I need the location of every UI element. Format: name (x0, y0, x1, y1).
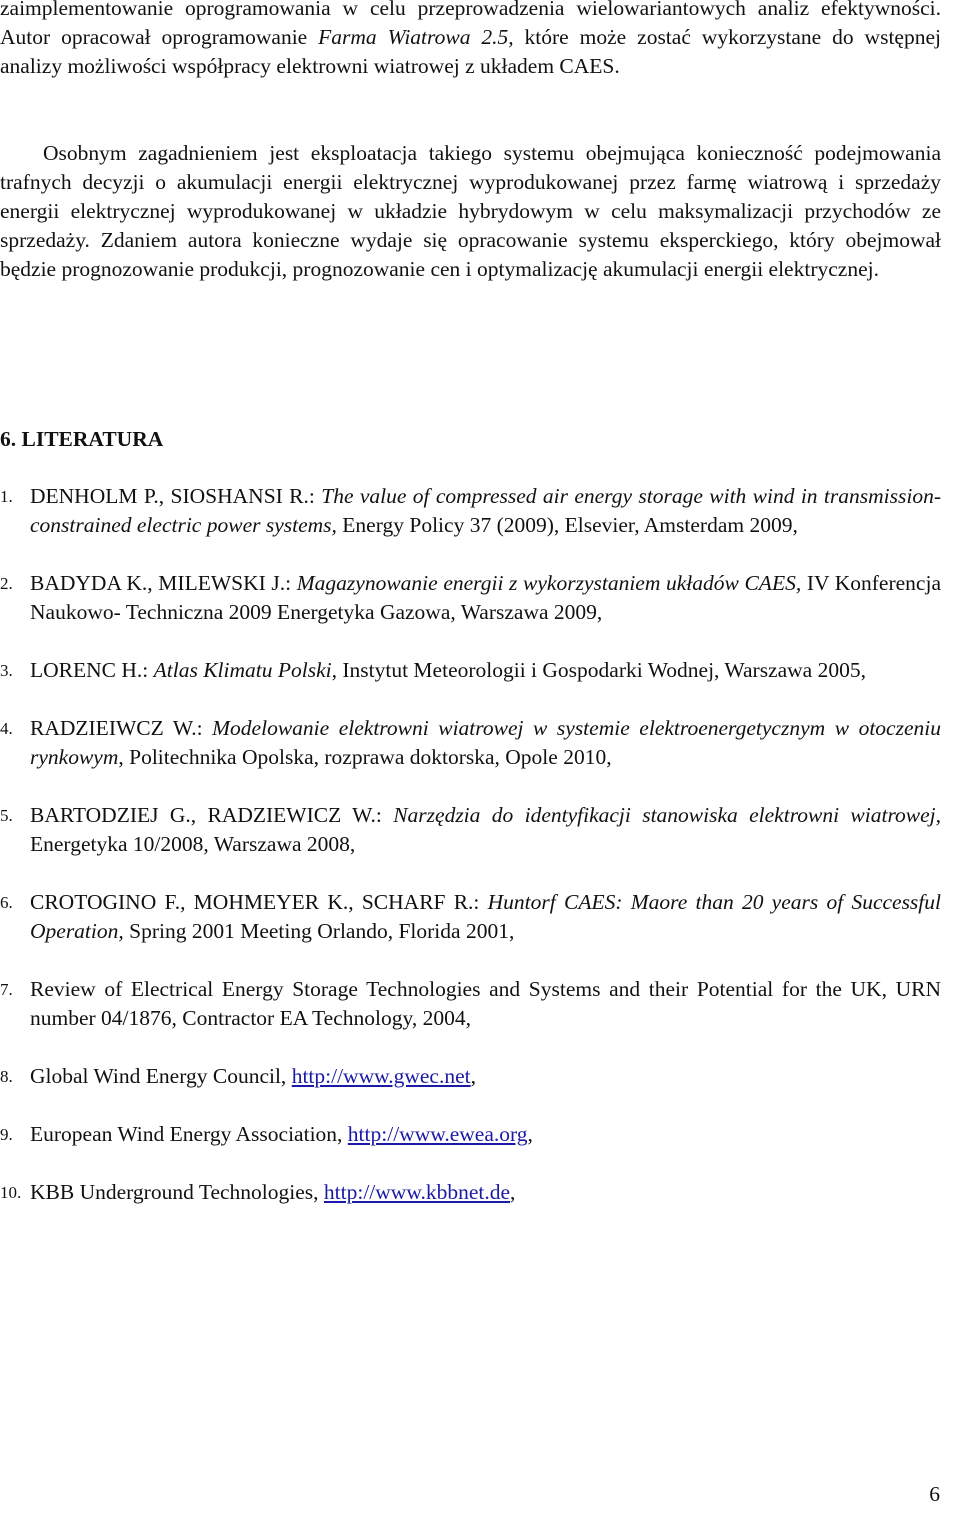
reference-details: Spring 2001 Meeting Orlando, Florida 2001, (123, 919, 515, 943)
paragraph-text-pre: zaimplementowanie oprogramowania w celu przeprowadzenia wielowariantowych analiz efektywności. Autor opracował oprogramowanie (0, 0, 941, 49)
reference-list (0, 482, 941, 1207)
reference-authors: CROTOGINO F., MOHMEYER K., SCHARF R.: (30, 890, 488, 914)
reference-body (30, 975, 941, 1033)
software-name: Farma Wiatrowa 2.5, (318, 25, 514, 49)
reference-body (30, 1120, 941, 1149)
reference-number: 3. (0, 661, 13, 680)
reference-link[interactable]: http://www.kbbnet.de (323, 1180, 511, 1204)
reference-body (30, 1062, 941, 1091)
reference-link[interactable]: http://www.gwec.net (291, 1064, 471, 1088)
reference-number: 7. (0, 980, 13, 999)
paragraph-continuation (0, 0, 941, 81)
reference-item (0, 801, 941, 859)
reference-item (0, 656, 941, 685)
reference-authors: BARTODZIEJ G., RADZIEWICZ W.: (30, 803, 394, 827)
reference-body (30, 569, 941, 627)
reference-item (0, 1178, 941, 1207)
reference-number: 5. (0, 806, 13, 825)
reference-item (0, 888, 941, 946)
reference-authors: DENHOLM P., SIOSHANSI R.: (30, 484, 322, 508)
reference-authors: LORENC H.: (30, 658, 154, 682)
reference-title: Magazynowanie energii z wykorzystaniem układów CAES, (296, 571, 802, 595)
reference-item (0, 1062, 941, 1091)
reference-number: 8. (0, 1067, 13, 1086)
reference-details: , Politechnika Opolska, rozprawa doktorska, Opole 2010, (118, 745, 612, 769)
reference-item (0, 1120, 941, 1149)
reference-title: Modelowanie elektrowni wiatrowej w systemie elektroenergetycznym w otoczeniu rynkowym (30, 716, 941, 769)
reference-body (30, 714, 941, 772)
reference-details: Energetyka 10/2008, Warszawa 2008, (30, 832, 356, 856)
reference-number: 2. (0, 574, 13, 593)
reference-item (0, 975, 941, 1033)
reference-number: 10. (0, 1183, 22, 1202)
reference-item (0, 714, 941, 772)
reference-number: 1. (0, 487, 13, 506)
reference-body (30, 656, 941, 685)
reference-number: 9. (0, 1125, 13, 1144)
section-heading: 6. LITERATURA (0, 427, 164, 451)
reference-body (30, 482, 941, 540)
reference-details: Energy Policy 37 (2009), Elsevier, Amsterdam 2009, (336, 513, 798, 537)
reference-body (30, 1178, 941, 1207)
reference-authors: RADZIEIWCZ W.: (30, 716, 213, 740)
paragraph-operation: Osobnym zagadnieniem jest eksploatacja takiego systemu obejmująca konieczność podejmowania trafnych decyzji o akumulacji energii elektrycznej wyprodukowanej przez farmę wiatrową i sprzedaży energii elektrycznej wyprodukowanej w układzie hybrydowym w celu maksymalizacji przychodów ze sprzedaży. Zdaniem autora konieczne wydaje się opracowanie systemu eksperckiego, który obejmował będzie prognozowanie produkcji, prognozowanie cen i optymalizację akumulacji energii elektrycznej. (0, 141, 941, 281)
reference-details: IV Konferencja Naukowo- Techniczna 2009 Energetyka Gazowa, Warszawa 2009, (30, 571, 941, 624)
reference-authors: BADYDA K., MILEWSKI J.: (30, 571, 297, 595)
reference-details: Global Wind Energy Council, (30, 1064, 292, 1088)
reference-tail: , (527, 1122, 533, 1146)
page-number: 6 (929, 1482, 940, 1506)
reference-body (30, 888, 941, 946)
reference-details: KBB Underground Technologies, (30, 1180, 324, 1204)
reference-number: 4. (0, 719, 13, 738)
reference-item (0, 482, 941, 540)
reference-link[interactable]: http://www.ewea.org (347, 1122, 528, 1146)
reference-details: Review of Electrical Energy Storage Technologies and Systems and their Potential for the UK, URN number 04/1876, Contractor EA Technology, 2004, (30, 977, 941, 1030)
reference-body (30, 801, 941, 859)
reference-details: European Wind Energy Association, (30, 1122, 348, 1146)
reference-tail: , (510, 1180, 516, 1204)
reference-tail: , (470, 1064, 476, 1088)
reference-title: The value of compressed air energy storage with wind in transmission- constrained electric power systems, (30, 484, 941, 537)
reference-number: 6. (0, 893, 13, 912)
reference-details: Instytut Meteorologii i Gospodarki Wodnej, Warszawa 2005, (336, 658, 866, 682)
paragraph-text-post: które może zostać wykorzystane do wstępnej analizy możliwości współpracy elektrowni wiatrowej z układem CAES. (0, 25, 941, 78)
reference-title: Huntorf CAES: Maore than 20 years of Successful Operation, (30, 890, 941, 943)
reference-title: Atlas Klimatu Polski, (153, 658, 337, 682)
reference-item (0, 569, 941, 627)
reference-title: Narzędzia do identyfikacji stanowiska elektrowni wiatrowej, (393, 803, 942, 827)
